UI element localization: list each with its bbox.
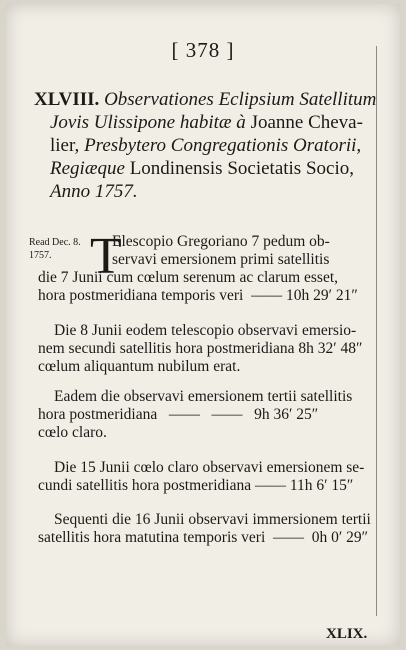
title-line-4a: Regiæque bbox=[50, 158, 130, 179]
p5-line-1: Sequenti die 16 Junii observavi immersionem tertii bbox=[54, 511, 371, 528]
p1-line-1: Elescopio Gregoriano 7 pedum ob- bbox=[112, 233, 330, 250]
p3-line-1: Eadem die observavi emersionem tertii satellitis bbox=[54, 388, 353, 405]
p1-line-4: hora postmeridiana temporis veri —— 10h 29′ 21″ bbox=[38, 287, 358, 304]
p1-line-3: die 7 Junii cum cœlum serenum ac clarum esset, bbox=[38, 269, 339, 286]
title-line-1: Observationes Eclipsium Satellitum bbox=[104, 89, 377, 110]
p3-line-3: cœlo claro. bbox=[38, 424, 107, 441]
p3-line-2: hora postmeridiana —— —— 9h 36′ 25″ bbox=[38, 406, 319, 423]
page-number: [ 378 ] bbox=[171, 38, 235, 62]
title-line-5: Anno 1757. bbox=[50, 181, 138, 202]
p1-line-2: servavi emersionem primi satellitis bbox=[112, 251, 330, 268]
catchword: XLIX. bbox=[326, 626, 368, 642]
title-line-2b: Joanne Cheva- bbox=[250, 112, 363, 133]
p4-line-2: cundi satellitis hora postmeridiana —— 11h 6′ 15″ bbox=[38, 477, 354, 494]
article-title bbox=[34, 88, 382, 203]
book-page bbox=[6, 4, 400, 646]
p2-line-1: Die 8 Junii eodem telescopio observavi emersio- bbox=[54, 322, 357, 339]
title-line-2a: Jovis Ulissipone habitæ à bbox=[50, 112, 251, 133]
title-line-3a: lier, bbox=[50, 135, 85, 156]
p2-line-3: cœlum aliquantum nubilum erat. bbox=[38, 358, 241, 375]
p2-line-2: nem secundi satellitis hora postmeridiana 8h 32′ 48″ bbox=[38, 340, 363, 357]
read-date-line-2: 1757. bbox=[29, 250, 52, 261]
read-date-line-1: Read Dec. 8. bbox=[29, 237, 81, 248]
article-number: XLVIII. bbox=[34, 89, 100, 110]
p4-line-1: Die 15 Junii cœlo claro observavi emersionem se- bbox=[54, 459, 365, 476]
title-line-4b: Londinensis Societatis Socio, bbox=[129, 158, 354, 179]
drop-cap: T bbox=[90, 228, 122, 285]
title-line-3b: Presbytero Congregationis Oratorii, bbox=[84, 135, 362, 156]
p5-line-2: satellitis hora matutina temporis veri —— 0h 0′ 29″ bbox=[38, 529, 369, 546]
